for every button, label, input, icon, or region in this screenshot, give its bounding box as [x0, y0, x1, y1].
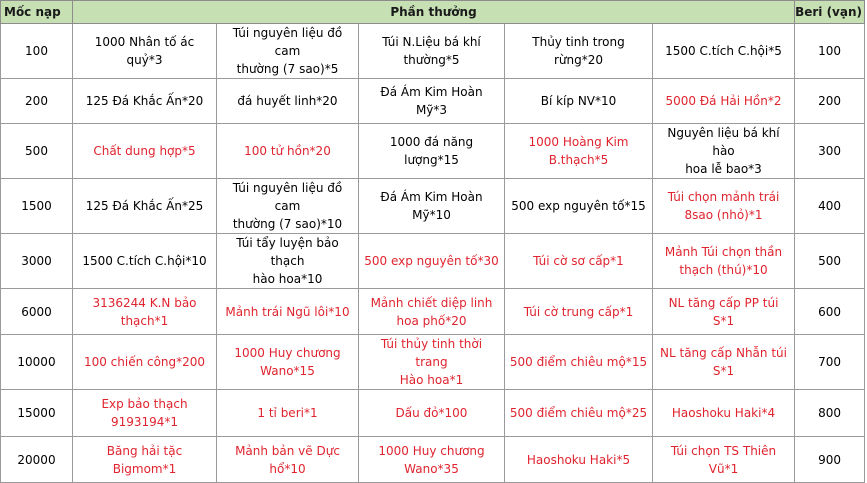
moc-nap-cell: 20000 — [1, 437, 73, 483]
reward-cell: 5000 Đá Hải Hồn*2 — [653, 79, 795, 124]
beri-cell: 700 — [795, 335, 865, 390]
reward-cell: 500 exp nguyên tố*30 — [359, 234, 505, 289]
header-beri: Beri (vạn) — [795, 1, 865, 24]
moc-nap-cell: 100 — [1, 24, 73, 79]
beri-cell: 400 — [795, 179, 865, 234]
reward-cell: Nguyên liệu bá khí hào hoa lễ bao*3 — [653, 124, 795, 179]
reward-cell: Túi cờ trung cấp*1 — [505, 289, 653, 335]
reward-cell: Túi chọn mảnh trái 8sao (nhỏ)*1 — [653, 179, 795, 234]
beri-cell: 800 — [795, 390, 865, 437]
reward-cell: Haoshoku Haki*5 — [505, 437, 653, 483]
table-row — [1, 289, 865, 335]
beri-cell: 300 — [795, 124, 865, 179]
reward-cell: Đá Ám Kim Hoàn Mỹ*3 — [359, 79, 505, 124]
reward-cell: Đá Ám Kim Hoàn Mỹ*10 — [359, 179, 505, 234]
reward-cell: 1 tỉ beri*1 — [217, 390, 359, 437]
beri-cell: 100 — [795, 24, 865, 79]
moc-nap-cell: 500 — [1, 124, 73, 179]
beri-cell: 200 — [795, 79, 865, 124]
reward-cell: Túi N.Liệu bá khí thường*5 — [359, 24, 505, 79]
reward-cell: 3136244 K.N bảo thạch*1 — [73, 289, 217, 335]
reward-cell: 125 Đá Khắc Ấn*20 — [73, 79, 217, 124]
reward-cell: Túi thủy tinh thời trang Hào hoa*1 — [359, 335, 505, 390]
reward-cell: Mảnh trái Ngũ lôi*10 — [217, 289, 359, 335]
moc-nap-cell: 1500 — [1, 179, 73, 234]
reward-cell: 1000 Huy chương Wano*15 — [217, 335, 359, 390]
beri-cell: 900 — [795, 437, 865, 483]
reward-cell: 500 điểm chiêu mộ*25 — [505, 390, 653, 437]
reward-cell: 1000 Nhân tố ác quỷ*3 — [73, 24, 217, 79]
reward-cell: Mảnh Túi chọn thần thạch (thú)*10 — [653, 234, 795, 289]
table-row — [1, 24, 865, 79]
reward-cell: 1500 C.tích C.hội*5 — [653, 24, 795, 79]
reward-cell: 1500 C.tích C.hội*10 — [73, 234, 217, 289]
reward-cell: Bí kíp NV*10 — [505, 79, 653, 124]
reward-cell: Túi tẩy luyện bảo thạch hào hoa*10 — [217, 234, 359, 289]
table-row — [1, 437, 865, 483]
table-row — [1, 390, 865, 437]
reward-cell: Thủy tinh trong rừng*20 — [505, 24, 653, 79]
reward-cell: 100 chiến công*200 — [73, 335, 217, 390]
reward-cell: Mảnh chiết diệp linh hoa phố*20 — [359, 289, 505, 335]
reward-cell: 100 tử hồn*20 — [217, 124, 359, 179]
header-moc-nap: Mốc nạp — [1, 1, 73, 24]
table-row — [1, 234, 865, 289]
moc-nap-cell: 10000 — [1, 335, 73, 390]
reward-cell: Haoshoku Haki*4 — [653, 390, 795, 437]
header-phan-thuong: Phần thưởng — [73, 1, 795, 24]
reward-cell: NL tăng cấp Nhẫn túi S*1 — [653, 335, 795, 390]
reward-cell: 500 exp nguyên tố*15 — [505, 179, 653, 234]
table-row — [1, 79, 865, 124]
moc-nap-cell: 6000 — [1, 289, 73, 335]
reward-cell: 1000 đá năng lượng*15 — [359, 124, 505, 179]
reward-cell: Băng hải tặc Bigmom*1 — [73, 437, 217, 483]
reward-cell: 500 điểm chiêu mộ*15 — [505, 335, 653, 390]
reward-cell: Túi nguyên liệu đồ cam thường (7 sao)*5 — [217, 24, 359, 79]
table-row — [1, 179, 865, 234]
table-row — [1, 124, 865, 179]
reward-cell: Túi nguyên liệu đồ cam thường (7 sao)*10 — [217, 179, 359, 234]
reward-cell: Túi chọn TS Thiên Vũ*1 — [653, 437, 795, 483]
reward-cell: 125 Đá Khắc Ấn*25 — [73, 179, 217, 234]
reward-cell: NL tăng cấp PP túi S*1 — [653, 289, 795, 335]
reward-cell: 1000 Huy chương Wano*35 — [359, 437, 505, 483]
beri-cell: 600 — [795, 289, 865, 335]
reward-cell: Chất dung hợp*5 — [73, 124, 217, 179]
reward-cell: Dấu đỏ*100 — [359, 390, 505, 437]
reward-cell: đá huyết linh*20 — [217, 79, 359, 124]
reward-cell: Exp bảo thạch 9193194*1 — [73, 390, 217, 437]
table-row — [1, 335, 865, 390]
reward-cell: 1000 Hoàng Kim B.thạch*5 — [505, 124, 653, 179]
moc-nap-cell: 3000 — [1, 234, 73, 289]
moc-nap-cell: 15000 — [1, 390, 73, 437]
beri-cell: 500 — [795, 234, 865, 289]
reward-cell: Mảnh bản vẽ Dực hổ*10 — [217, 437, 359, 483]
moc-nap-cell: 200 — [1, 79, 73, 124]
header-row — [1, 1, 865, 24]
reward-cell: Túi cờ sơ cấp*1 — [505, 234, 653, 289]
